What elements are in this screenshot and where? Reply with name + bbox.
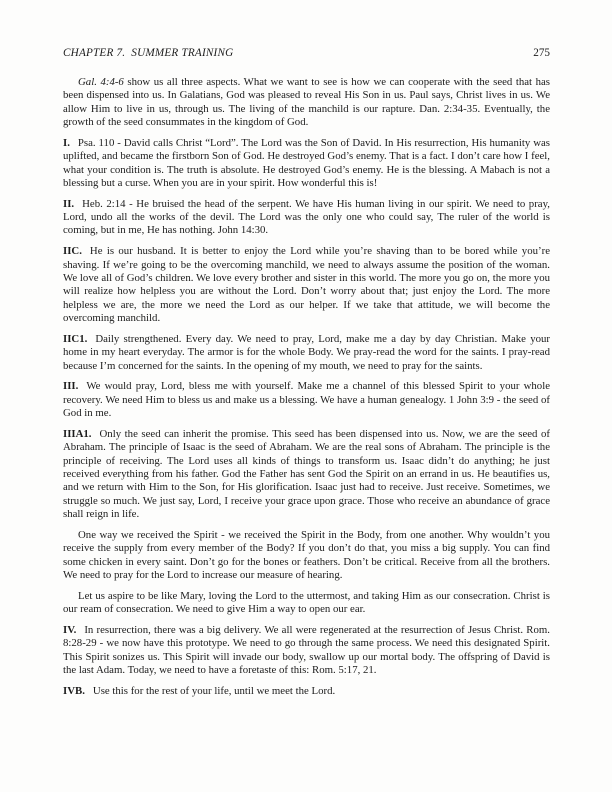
document-body [63, 76, 550, 698]
paragraph-text: In resurrection, there was a big delivery. We all were regenerated at the resurrection of Jesus Christ. Rom. 8:28-29 - we now have this prototype. We need to go through the same process. We need this designated Spirit. This Spirit sonizes us. This Spirit will invade our body, swallow up our mortal body. The offspring of David is the last Adam. Today, we need to have a foretaste of this: Rom. 5:17, 21. [63, 623, 550, 676]
outline-label-iii: III. [63, 380, 79, 393]
outline-label-iic: IIC. [63, 245, 82, 258]
page-number: 275 [533, 47, 550, 59]
outline-item-ivb [63, 685, 550, 698]
outline-item-ii [63, 198, 550, 238]
paragraph-text: Psa. 110 - David calls Christ “Lord”. The Lord was the Son of David. In His resurrection, His humanity was uplifted, and became the firstborn Son of God. He destroyed God’s enemy. That is a fact. I don’t care how I feel, what your condition is. The truth is absolute. He destroyed God’s enemy. He is the blessing. A Mabach is not a blessing but a curse. When you are in your spirit. How wonderful this is! [63, 136, 550, 189]
paragraph-one-way [63, 529, 550, 582]
outline-item-iic [63, 245, 550, 325]
outline-item-i [63, 137, 550, 190]
paragraph-text: One way we received the Spirit - we received the Spirit in the Body, from one another. Why wouldn’t you receive the supply from every member of the Body? If you don’t do that, you miss a big supply. You can find some chicken in every saint. Don’t go for the bones or feathers. Don’t be critical. Receive from all the brothers. We need to pray for the Lord to increase our measure of hearing. [63, 528, 550, 581]
paragraph-text: show us all three aspects. What we want to see is how we can cooperate with the seed that has been dispensed into us. In Galatians, God was pleased to reveal His Son in us. Paul says, Christ lives in us. We allow Him to live in us, through us. The living of the manchild is our rapture. Dan. 2:34-35. Eventually, the growth of the seed consummates in the kingdom of God. [63, 76, 551, 129]
outline-label-i: I. [63, 136, 70, 149]
outline-item-iic1 [63, 333, 550, 373]
outline-item-iv [63, 624, 550, 677]
paragraph-text: Only the seed can inherit the promise. This seed has been dispensed into us. Now, we are the seed of Abraham. The principle of Isaac is the seed of Abraham. We are the real sons of Abraham. The principle is the principle of receiving. The Lord uses all kinds of things to transform us. Isaac didn’t do anything; he just received everything from his father. God the Father has sent God the Spirit on an errand in us. He beautifies us, and we return with Him to the Son, for His glorification. Isaac just had to receive. Just receive. Sometimes, we struggle so much. We just say, Lord, I receive your grace upon grace. Those who receive an abundance of grace shall reign in life. [63, 427, 550, 520]
paragraph-text: We would pray, Lord, bless me with yourself. Make me a channel of this blessed Spirit to your whole recovery. We need Him to bless us and make us a blessing. We have a human genealogy. 1 John 3:9 - the seed of God in me. [63, 380, 550, 420]
paragraph-let-us-aspire [63, 590, 550, 617]
outline-item-iii [63, 380, 550, 420]
running-header-title: CHAPTER 7. SUMMER TRAINING [63, 47, 234, 59]
running-header [63, 47, 550, 60]
outline-label-ii: II. [63, 197, 75, 210]
outline-item-iiia1 [63, 428, 550, 521]
paragraph-text: He is our husband. It is better to enjoy the Lord while you’re shaving than to be bored while you’re shaving. If we’re going to be the overcoming manchild, we need to always assume the position of the woman. We love all of God’s children. We love every brother and sister in this world. The more you go on, the more you will realize how helpless you are without the Lord. Don’t worry about that; just enjoy the Lord. The more helpless we are, the more we need the Lord as our helper. If we take that attitude, we will become the overcoming manchild. [63, 245, 550, 324]
paragraph-text: Heb. 2:14 - He bruised the head of the serpent. We have His human living in our spirit. We need to pray, Lord, undo all the works of the devil. The Lord was the only one who could say, The ruler of the world is coming, but in me, He has nothing. John 14:30. [63, 197, 550, 237]
paragraph-text: Use this for the rest of your life, until we meet the Lord. [92, 684, 336, 697]
page-content [63, 47, 550, 706]
outline-label-iiia1: IIIA1. [63, 427, 92, 440]
scripture-ref-italic: Gal. 4:4-6 [78, 76, 124, 88]
paragraph-text: Daily strengthened. Every day. We need to pray, Lord, make me a day by day Christian. Make your home in my heart everyday. The armor is for the whole Body. We pray-read the word for the saints. I pray-read because I’m concerned for the saints. In the opening of my mouth, we need to pray for the saints. [63, 332, 550, 372]
outline-label-iv: IV. [63, 623, 77, 636]
paragraph-text: Let us aspire to be like Mary, loving the Lord to the uttermost, and taking Him as our consecration. Christ is our ream of consecration. We need to give Him a way to open our ear. [63, 589, 550, 616]
paragraph-gal-4-4-6 [63, 76, 550, 129]
outline-label-iic1: IIC1. [63, 332, 88, 345]
outline-label-ivb: IVB. [63, 684, 85, 697]
